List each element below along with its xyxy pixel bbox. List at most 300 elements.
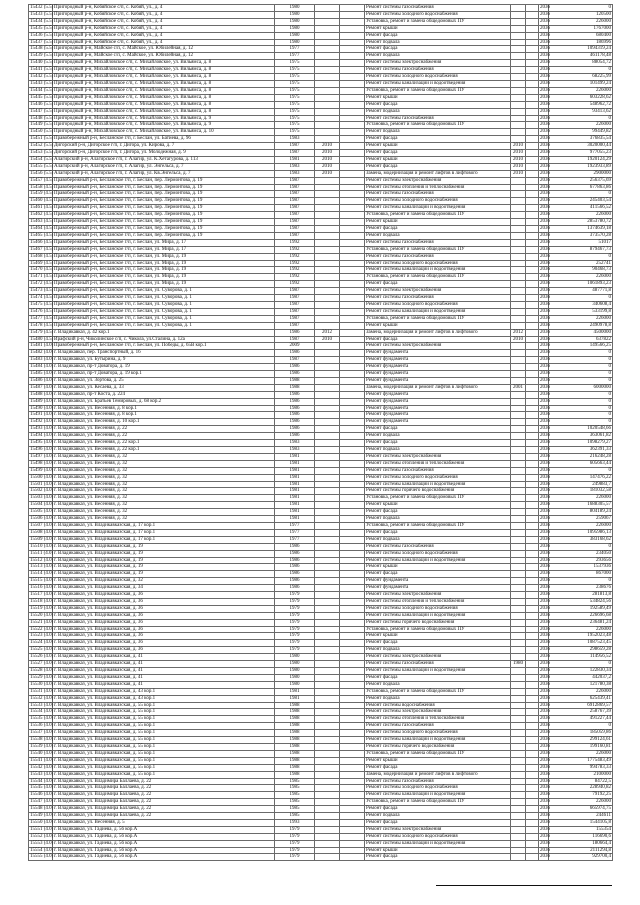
last-repair-year-cell [315, 260, 340, 267]
address-cell: г. Владикавказ, ул. Гадиева, д. 56 кор.А [53, 826, 275, 833]
table-row [29, 398, 613, 405]
address-cell: Пригородный р-н, Майское с/п, с. Майское, ул. Юбилейная, д. 12 [53, 53, 275, 60]
row-number-cell: 15435 (5.5) [30, 25, 54, 31]
row-number-cell: 15440 (5.5) [30, 60, 54, 66]
last-repair-year-cell [315, 702, 340, 709]
build-year-cell: 1981 [275, 488, 315, 495]
work-year-cell [511, 398, 526, 405]
last-repair-year-cell [315, 39, 340, 46]
work-year-cell [511, 792, 526, 799]
cost-cell: 93413,62 [549, 108, 613, 115]
address-cell: г. Владикавказ, ул. Владикавказская, д. 41 [53, 654, 275, 661]
work-year-cell: 2010 [511, 150, 526, 157]
work-type-cell: Ремонт фундамента [365, 371, 511, 378]
work-year-cell [511, 129, 526, 136]
extra-year-cell [340, 819, 365, 826]
planned-year-cell: 2036 [540, 288, 550, 294]
extra-cell [526, 295, 539, 302]
extra-cell [526, 212, 539, 219]
cost-cell: 192589,49 [549, 605, 613, 612]
extra-year-cell [340, 654, 365, 661]
cost-cell: 1688305,57 [549, 502, 613, 509]
cost-cell: 259067 [549, 516, 613, 523]
extra-cell [526, 440, 539, 447]
work-year-cell [511, 433, 526, 440]
address-cell: г. Владикавказ, ул. Владикавказская, д. 55 кор.1 [53, 743, 275, 750]
cost-cell: 2853780,72 [549, 219, 613, 226]
address-cell: г. Владикавказ, ул. Владикавказская, д. 41 [53, 661, 275, 668]
work-year-cell [511, 267, 526, 274]
extra-cell [526, 357, 539, 364]
row-number-cell: 15437 (5.5) [30, 39, 54, 45]
work-type-cell: Ремонт системы электроснабжения [365, 826, 511, 833]
build-year-cell: 1979 [275, 619, 315, 626]
build-year-cell: 1988 [275, 743, 315, 750]
extra-cell [526, 5, 539, 12]
row-number-cell: 15534 (4.0) [30, 709, 54, 715]
row-number-cell: 15458 (4.5) [30, 184, 54, 190]
table-row [29, 412, 613, 419]
row-number-cell: 15493 (4.0) [30, 426, 54, 432]
address-cell: г. Владикавказ, пер. Транспортный, д. 16 [53, 350, 275, 357]
planned-year-cell: 2036 [540, 640, 550, 646]
address-cell: Ирафский р-н, Чиколинское с/п, с. Чикола, ул.Сталина, д. 12а [53, 336, 275, 343]
extra-cell [526, 281, 539, 288]
build-year-cell: 1987 [275, 295, 315, 302]
row-number-cell: 15434 (5.5) [30, 18, 54, 24]
planned-year-cell: 2036 [540, 598, 550, 604]
last-repair-year-cell [315, 219, 340, 226]
address-cell: г. Владикавказ, ул. Весенняя, д. 32 [53, 495, 275, 502]
address-cell: г. Владикавказ, ул. Весенняя, д. 32 [53, 460, 275, 467]
extra-cell [526, 605, 539, 612]
build-year-cell: 1979 [275, 854, 315, 861]
address-cell: г. Владикавказ, ул. Владикавказская, д. 36 [53, 633, 275, 640]
planned-year-cell: 2036 [540, 543, 550, 549]
planned-year-cell: 2036 [540, 716, 550, 722]
planned-year-cell: 2036 [540, 578, 550, 584]
table-row [29, 74, 613, 81]
table-row [29, 67, 613, 74]
last-repair-year-cell [315, 481, 340, 488]
cost-cell: 0 [549, 377, 613, 384]
work-type-cell: Ремонт крыши [365, 847, 511, 854]
planned-year-cell: 2036 [540, 198, 550, 204]
work-year-cell [511, 453, 526, 460]
last-repair-year-cell [315, 833, 340, 840]
extra-cell [526, 308, 539, 315]
last-repair-year-cell [315, 819, 340, 826]
table-row [29, 267, 613, 274]
row-number-cell: 15442 (5.5) [30, 74, 54, 80]
work-type-cell: Установка, ремонт и замена общедомовых ПУ [365, 274, 511, 281]
extra-cell [526, 232, 539, 239]
planned-year-cell: 2036 [540, 612, 550, 618]
extra-cell [526, 771, 539, 778]
planned-year-cell: 2036 [540, 32, 550, 38]
build-year-cell: 1987 [275, 150, 315, 157]
planned-year-cell: 2036 [540, 764, 550, 770]
row-number-cell: 15555 (4.0) [30, 854, 54, 860]
extra-cell [526, 481, 539, 488]
extra-year-cell [340, 315, 365, 322]
work-year-cell [511, 495, 526, 502]
extra-year-cell [340, 184, 365, 191]
last-repair-year-cell [315, 826, 340, 833]
address-cell: г. Владикавказ, д. 42 кор.1 [53, 329, 275, 336]
work-type-cell: Ремонт системы газоснабжения [365, 115, 511, 122]
table-row [29, 647, 613, 654]
planned-year-cell: 2036 [540, 681, 550, 687]
build-year-cell: 1992 [275, 239, 315, 246]
table-row [29, 274, 613, 281]
table-row [29, 592, 613, 599]
last-repair-year-cell [315, 585, 340, 592]
extra-cell [526, 253, 539, 260]
address-cell: г. Владикавказ, ул. Весенняя, д. 22 [53, 433, 275, 440]
planned-year-cell: 2036 [540, 205, 550, 211]
work-year-cell [511, 412, 526, 419]
cost-cell: 68225,99 [549, 74, 613, 81]
build-year-cell: 1992 [275, 253, 315, 260]
planned-year-cell: 2036 [540, 529, 550, 535]
planned-year-cell: 2036 [540, 150, 550, 156]
extra-year-cell [340, 640, 365, 647]
build-year-cell: 1979 [275, 647, 315, 654]
address-cell: Правобережный р-н, Бесланское г/п, г. Беслан, пер. Лермонтова, д. 19 [53, 205, 275, 212]
extra-year-cell [340, 626, 365, 633]
address-cell: Правобережный р-н, Бесланское г/п, г. Беслан, пер. Лермонтова, д. 19 [53, 177, 275, 184]
work-year-cell [511, 308, 526, 315]
row-number-cell: 15445 (5.5) [30, 94, 54, 100]
work-type-cell: Ремонт подвала [365, 813, 511, 820]
planned-year-cell: 2036 [540, 474, 550, 480]
address-cell: г. Владикавказ, ул. Владикавказская, д. 55 кор.1 [53, 750, 275, 757]
table-row [29, 799, 613, 806]
planned-year-cell: 2036 [540, 101, 550, 107]
row-number-cell: 15471 (4.5) [30, 274, 54, 280]
row-number-cell: 15476 (4.5) [30, 308, 54, 314]
cost-cell: 0 [549, 191, 613, 198]
address-cell: Пригородный р-н, Михайловское с/п, с. Михайловское, ул. Вильямса, д. 8 [53, 87, 275, 94]
address-cell: Дигорский р-н, Дигорское г/п, г. Дигора, ул. Кирова, д. 7 [53, 143, 275, 150]
row-number-cell: 15545 (4.0) [30, 785, 54, 791]
work-type-cell: Установка, ремонт и замена общедомовых ПУ [365, 626, 511, 633]
build-year-cell: 1992 [275, 246, 315, 253]
address-cell: г. Владикавказ, ул. Гадиева, д. 56 кор.А [53, 847, 275, 854]
cost-cell: 181032,58 [549, 488, 613, 495]
cost-cell: 362391,33 [549, 447, 613, 454]
extra-year-cell [340, 806, 365, 813]
last-repair-year-cell: 2010 [315, 170, 340, 177]
cost-cell: 226000 [549, 522, 613, 529]
extra-year-cell [340, 813, 365, 820]
last-repair-year-cell [315, 681, 340, 688]
table-row [29, 571, 613, 578]
table-row [29, 322, 613, 329]
work-type-cell: Ремонт системы канализации и водоотведения [365, 80, 511, 87]
last-repair-year-cell [315, 550, 340, 557]
build-year-cell: 1988 [275, 750, 315, 757]
address-cell: Пригородный р-н, Михайловское с/п, с. Михайловское, ул. Вильямса, д. 8 [53, 108, 275, 115]
extra-cell [526, 239, 539, 246]
table-row [29, 702, 613, 709]
extra-cell [526, 150, 539, 157]
cost-cell: 116690,6 [549, 833, 613, 840]
last-repair-year-cell [315, 619, 340, 626]
extra-cell [526, 598, 539, 605]
cost-cell: 2111294,8 [549, 847, 613, 854]
work-year-cell [511, 764, 526, 771]
work-type-cell: Замена, модернизация и ремонт лифтов в лифтового [365, 329, 511, 336]
extra-cell [526, 702, 539, 709]
address-cell: г. Владикавказ, ул. Зортова, д. 25 [53, 377, 275, 384]
extra-cell [526, 419, 539, 426]
planned-year-cell: 2036 [540, 412, 550, 418]
extra-year-cell [340, 205, 365, 212]
row-number-cell: 15509 (4.0) [30, 536, 54, 542]
cost-cell: 226000 [549, 274, 613, 281]
row-number-cell: 15508 (4.0) [30, 529, 54, 535]
work-year-cell [511, 322, 526, 329]
work-year-cell [511, 184, 526, 191]
table-row [29, 177, 613, 184]
work-type-cell: Ремонт системы газоснабжения [365, 543, 511, 550]
planned-year-cell: 2036 [540, 281, 550, 287]
last-repair-year-cell [315, 467, 340, 474]
last-repair-year-cell [315, 557, 340, 564]
last-repair-year-cell [315, 205, 340, 212]
build-year-cell: 1986 [275, 557, 315, 564]
cost-cell: 0 [549, 5, 613, 12]
work-type-cell: Ремонт фундамента [365, 578, 511, 585]
extra-year-cell [340, 398, 365, 405]
planned-year-cell: 2036 [540, 74, 550, 80]
build-year-cell: 1980 [275, 18, 315, 25]
work-type-cell: Ремонт фундамента [365, 412, 511, 419]
extra-cell [526, 716, 539, 723]
work-year-cell [511, 94, 526, 101]
table-row [29, 32, 613, 39]
planned-year-cell: 2036 [540, 585, 550, 591]
last-repair-year-cell [315, 674, 340, 681]
table-row [29, 847, 613, 854]
work-type-cell: Ремонт системы холодного водоснабжения [365, 74, 511, 81]
row-number-cell: 15527 (4.0) [30, 661, 54, 667]
address-cell: Пригородный р-н, Кобяйское с/п, с. Кобяй, ул., д. 4 [53, 39, 275, 46]
address-cell: Правобережный р-н, Бесланское г/п, г. Беслан, ул. Мира, д. 17 [53, 239, 275, 246]
extra-year-cell [340, 170, 365, 177]
address-cell: г. Владикавказ, ул. Весенняя, д. 22 кор.1 [53, 447, 275, 454]
work-type-cell: Установка, ремонт и замена общедомовых ПУ [365, 799, 511, 806]
row-number-cell: 15487 (4.0) [30, 384, 54, 390]
last-repair-year-cell [315, 405, 340, 412]
address-cell: г. Владикавказ, ул. Братьев Темировых, д. 68 кор.2 [53, 398, 275, 405]
table-row [29, 674, 613, 681]
cost-cell: 929700,4 [549, 854, 613, 861]
extra-cell [526, 53, 539, 60]
work-type-cell: Установка, ремонт и замена общедомовых ПУ [365, 315, 511, 322]
address-cell: Пригородный р-н, Михайловское с/п, с. Михайловское, ул. Вильямса, д. 8 [53, 80, 275, 87]
row-number-cell: 15526 (4.0) [30, 654, 54, 660]
cost-cell: 122830,34 [549, 668, 613, 675]
last-repair-year-cell [315, 522, 340, 529]
work-type-cell: Ремонт системы водоснабжения [365, 702, 511, 709]
planned-year-cell: 2036 [540, 626, 550, 632]
cost-cell: 2900000 [549, 170, 613, 177]
work-year-cell [511, 833, 526, 840]
table-row [29, 39, 613, 46]
row-number-cell: 15451 (5.5) [30, 136, 54, 142]
address-cell: Пригородный р-н, Кобяйское с/п, с. Кобяй, ул., д. 4 [53, 32, 275, 39]
last-repair-year-cell [315, 730, 340, 737]
table-row [29, 543, 613, 550]
build-year-cell: 1988 [275, 730, 315, 737]
planned-year-cell: 2036 [540, 53, 550, 59]
extra-year-cell [340, 301, 365, 308]
address-cell: г. Владикавказ, ул. Владикавказская, д. 36 [53, 612, 275, 619]
work-year-cell [511, 681, 526, 688]
cost-cell: 461178,48 [549, 53, 613, 60]
work-year-cell [511, 557, 526, 564]
extra-year-cell [340, 509, 365, 516]
cost-cell: 1095986,13 [549, 529, 613, 536]
work-type-cell: Ремонт системы электроснабжения [365, 453, 511, 460]
row-number-cell: 15443 (5.5) [30, 80, 54, 86]
work-type-cell: Ремонт системы горячего водоснабжения [365, 488, 511, 495]
last-repair-year-cell [315, 232, 340, 239]
extra-year-cell [340, 854, 365, 861]
work-type-cell: Ремонт фундамента [365, 357, 511, 364]
extra-year-cell [340, 516, 365, 523]
planned-year-cell: 2036 [540, 668, 550, 673]
work-type-cell: Ремонт системы канализации и водоотведения [365, 557, 511, 564]
table-row [29, 108, 613, 115]
address-cell: г. Владикавказ, ул. Владикавказская, д. 17 кор.1 [53, 536, 275, 543]
work-type-cell: Ремонт фундамента [365, 398, 511, 405]
cost-cell: 226000 [549, 122, 613, 129]
work-type-cell: Ремонт крыши [365, 25, 511, 32]
planned-year-cell: 2036 [540, 750, 550, 756]
cost-cell: 977055,23 [549, 150, 613, 157]
row-number-cell: 15513 (4.0) [30, 564, 54, 570]
build-year-cell: 1987 [275, 177, 315, 184]
cost-cell: 2100000 [549, 771, 613, 778]
last-repair-year-cell [315, 364, 340, 371]
cost-cell: 114956,52 [549, 654, 613, 661]
table-row [29, 5, 613, 12]
row-number-cell: 15473 (4.5) [30, 288, 54, 294]
work-year-cell [511, 288, 526, 295]
planned-year-cell: 2036 [540, 654, 550, 660]
row-number-cell: 15491 (4.0) [30, 412, 54, 418]
row-number-cell: 15469 (4.5) [30, 260, 54, 266]
address-cell: г. Владикавказ, ул. Владикавказская, д. 19 [53, 550, 275, 557]
build-year-cell: 1975 [275, 115, 315, 122]
extra-year-cell [340, 481, 365, 488]
work-type-cell: Ремонт системы газоснабжения [365, 778, 511, 785]
work-type-cell: Замена, модернизация и ремонт лифтов в лифтового [365, 771, 511, 778]
work-type-cell: Ремонт системы канализации и водоотведения [365, 668, 511, 675]
work-year-cell [511, 246, 526, 253]
planned-year-cell: 2036 [540, 516, 550, 522]
planned-year-cell: 2036 [540, 495, 550, 501]
address-cell: Правобережный р-н, Бесланское г/п, г. Беслан, ул. Победы, д. 65В кор.1 [53, 343, 275, 350]
cost-cell: 605663,44 [549, 460, 613, 467]
address-cell: г. Владикавказ, ул. Владикавказская, д. 36 [53, 626, 275, 633]
last-repair-year-cell [315, 46, 340, 53]
work-type-cell: Ремонт системы отопления и теплоснабжения [365, 460, 511, 467]
last-repair-year-cell: 2010 [315, 156, 340, 163]
address-cell: г. Владикавказ, ул. Владикавказская, д. 36 [53, 592, 275, 599]
address-cell: г. Владикавказ, ул. Владикавказская, д. 55 кор.1 [53, 730, 275, 737]
build-year-cell: 1981 [275, 467, 315, 474]
extra-year-cell [340, 840, 365, 847]
work-type-cell: Ремонт крыши [365, 156, 511, 163]
extra-cell [526, 778, 539, 785]
work-year-cell [511, 674, 526, 681]
row-number-cell: 15436 (5.5) [30, 32, 54, 38]
last-repair-year-cell [315, 605, 340, 612]
address-cell: г. Владикавказ, ул. Весенняя, д. 22 кор.1 [53, 440, 275, 447]
address-cell: г. Владикавказ, ул. Владимира Баллаева, д. 22 [53, 799, 275, 806]
row-number-cell: 15461 (4.5) [30, 205, 54, 211]
extra-year-cell [340, 522, 365, 529]
row-number-cell: 15450 (5.5) [30, 129, 54, 135]
address-cell: Алагирский р-н, Алагирское г/п, г. Алагир, ул. К.Хетагурова, д. 113 [53, 156, 275, 163]
work-year-cell [511, 87, 526, 94]
work-type-cell: Ремонт системы электроснабжения [365, 60, 511, 67]
work-type-cell: Ремонт системы газоснабжения [365, 467, 511, 474]
address-cell: г. Владикавказ, ул. Владикавказская, д. 43 кор.1 [53, 695, 275, 702]
extra-cell [526, 101, 539, 108]
table-row [29, 184, 613, 191]
extra-year-cell [340, 329, 365, 336]
planned-year-cell: 2036 [540, 433, 550, 439]
build-year-cell: 1985 [275, 799, 315, 806]
extra-year-cell [340, 681, 365, 688]
row-number-cell: 15511 (4.0) [30, 550, 54, 556]
address-cell: Пригородный р-н, Михайловское с/п, с. Михайловское, ул. Вильямса, д. 9 [53, 122, 275, 129]
table-row [29, 371, 613, 378]
row-number-cell: 15537 (4.0) [30, 730, 54, 736]
extra-cell [526, 467, 539, 474]
table-row [29, 136, 613, 143]
work-year-cell [511, 5, 526, 12]
table-row [29, 433, 613, 440]
work-year-cell [511, 716, 526, 723]
row-number-cell: 15553 (4.0) [30, 840, 54, 846]
work-type-cell: Ремонт крыши [365, 143, 511, 150]
build-year-cell: 1986 [275, 543, 315, 550]
work-type-cell: Ремонт системы электроснабжения [365, 709, 511, 716]
cost-cell: 149566,25 [549, 343, 613, 350]
extra-cell [526, 426, 539, 433]
extra-cell [526, 453, 539, 460]
work-type-cell: Ремонт фасада [365, 440, 511, 447]
cost-cell: 0 [549, 412, 613, 419]
row-number-cell: 15539 (4.0) [30, 743, 54, 749]
last-repair-year-cell [315, 253, 340, 260]
build-year-cell: 1992 [275, 267, 315, 274]
work-year-cell [511, 274, 526, 281]
table-row [29, 819, 613, 826]
build-year-cell: 1980 [275, 11, 315, 18]
address-cell: г. Владикавказ, ул. Весенняя, д. 32 [53, 453, 275, 460]
planned-year-cell: 2036 [540, 564, 550, 570]
planned-year-cell: 2036 [540, 67, 550, 73]
planned-year-cell: 2036 [540, 46, 550, 52]
